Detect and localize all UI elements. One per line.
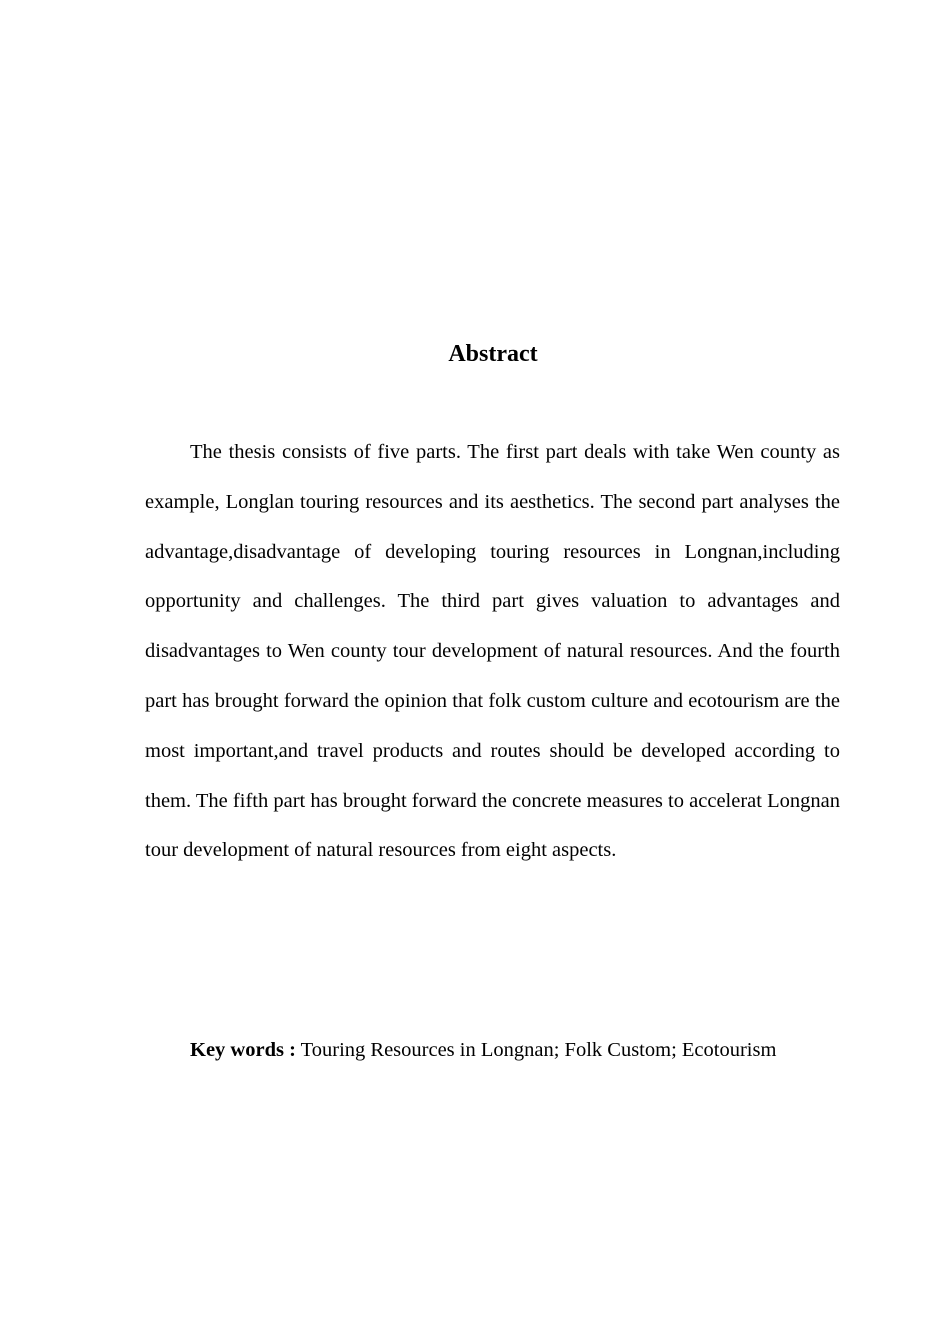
abstract-title: Abstract <box>448 341 538 367</box>
keywords-label: Key words : <box>190 1039 296 1061</box>
abstract-paragraph: The thesis consists of five parts. The first part deals with take Wen county as example, Longlan touring resources and its aesthetics. The second part analyses the advantage,disadvantage of developing touring resources in Longnan,including opportunity and challenges. The third part gives valuation to advantages and disadvantages to Wen county tour development of natural resources. And the fourth part has brought forward the opinion that folk custom culture and ecotourism are the most important,and travel products and routes should be developed according to them. The fifth part has brought forward the concrete measures to accelerat Longnan tour development of natural resources from eight aspects. <box>145 441 840 862</box>
keywords-text: Touring Resources in Longnan; Folk Custom; Ecotourism <box>300 1039 777 1061</box>
keywords-line <box>190 1034 890 1066</box>
